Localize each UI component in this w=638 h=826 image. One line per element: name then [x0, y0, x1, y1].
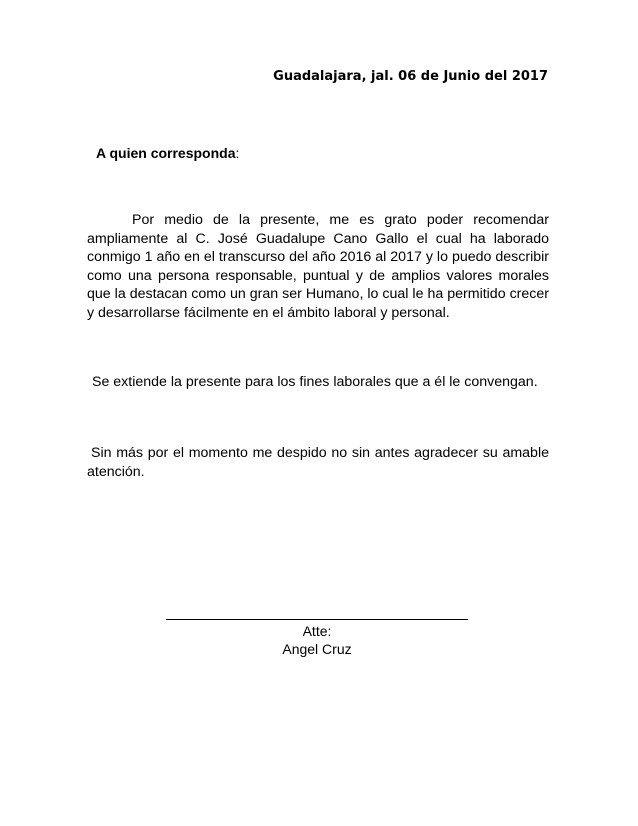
salutation: [96, 145, 239, 161]
body-paragraph-farewell: Sin más por el momento me despido no sin antes agradecer su amable atención.: [87, 445, 549, 480]
signer-name: Angel Cruz: [282, 641, 352, 657]
signature-block: [165, 616, 469, 658]
salutation-colon: :: [235, 145, 240, 161]
salutation-text: A quien corresponda: [96, 145, 236, 161]
body-paragraph-recommendation: Por medio de la presente, me es grato poder recomendar ampliamente al C. José Guadalupe Cano Gallo el cual ha laborado conmigo 1 año en el transcurso del año 2016 al 2017 y lo puedo describir como una persona responsable, puntual y de amplios valores morales que la destacan como un gran ser Humano, lo cual le ha permitido crecer y desarrollarse fácilmente en el ámbito laboral y personal.: [87, 212, 549, 321]
closing: Atte:: [302, 623, 332, 639]
date-line: Guadalajara, jal. 06 de Junio del 2017: [273, 69, 548, 84]
body-paragraph-purpose: Se extiende la presente para los fines laborales que a él le convengan.: [92, 374, 538, 390]
signature-line: [166, 616, 468, 620]
